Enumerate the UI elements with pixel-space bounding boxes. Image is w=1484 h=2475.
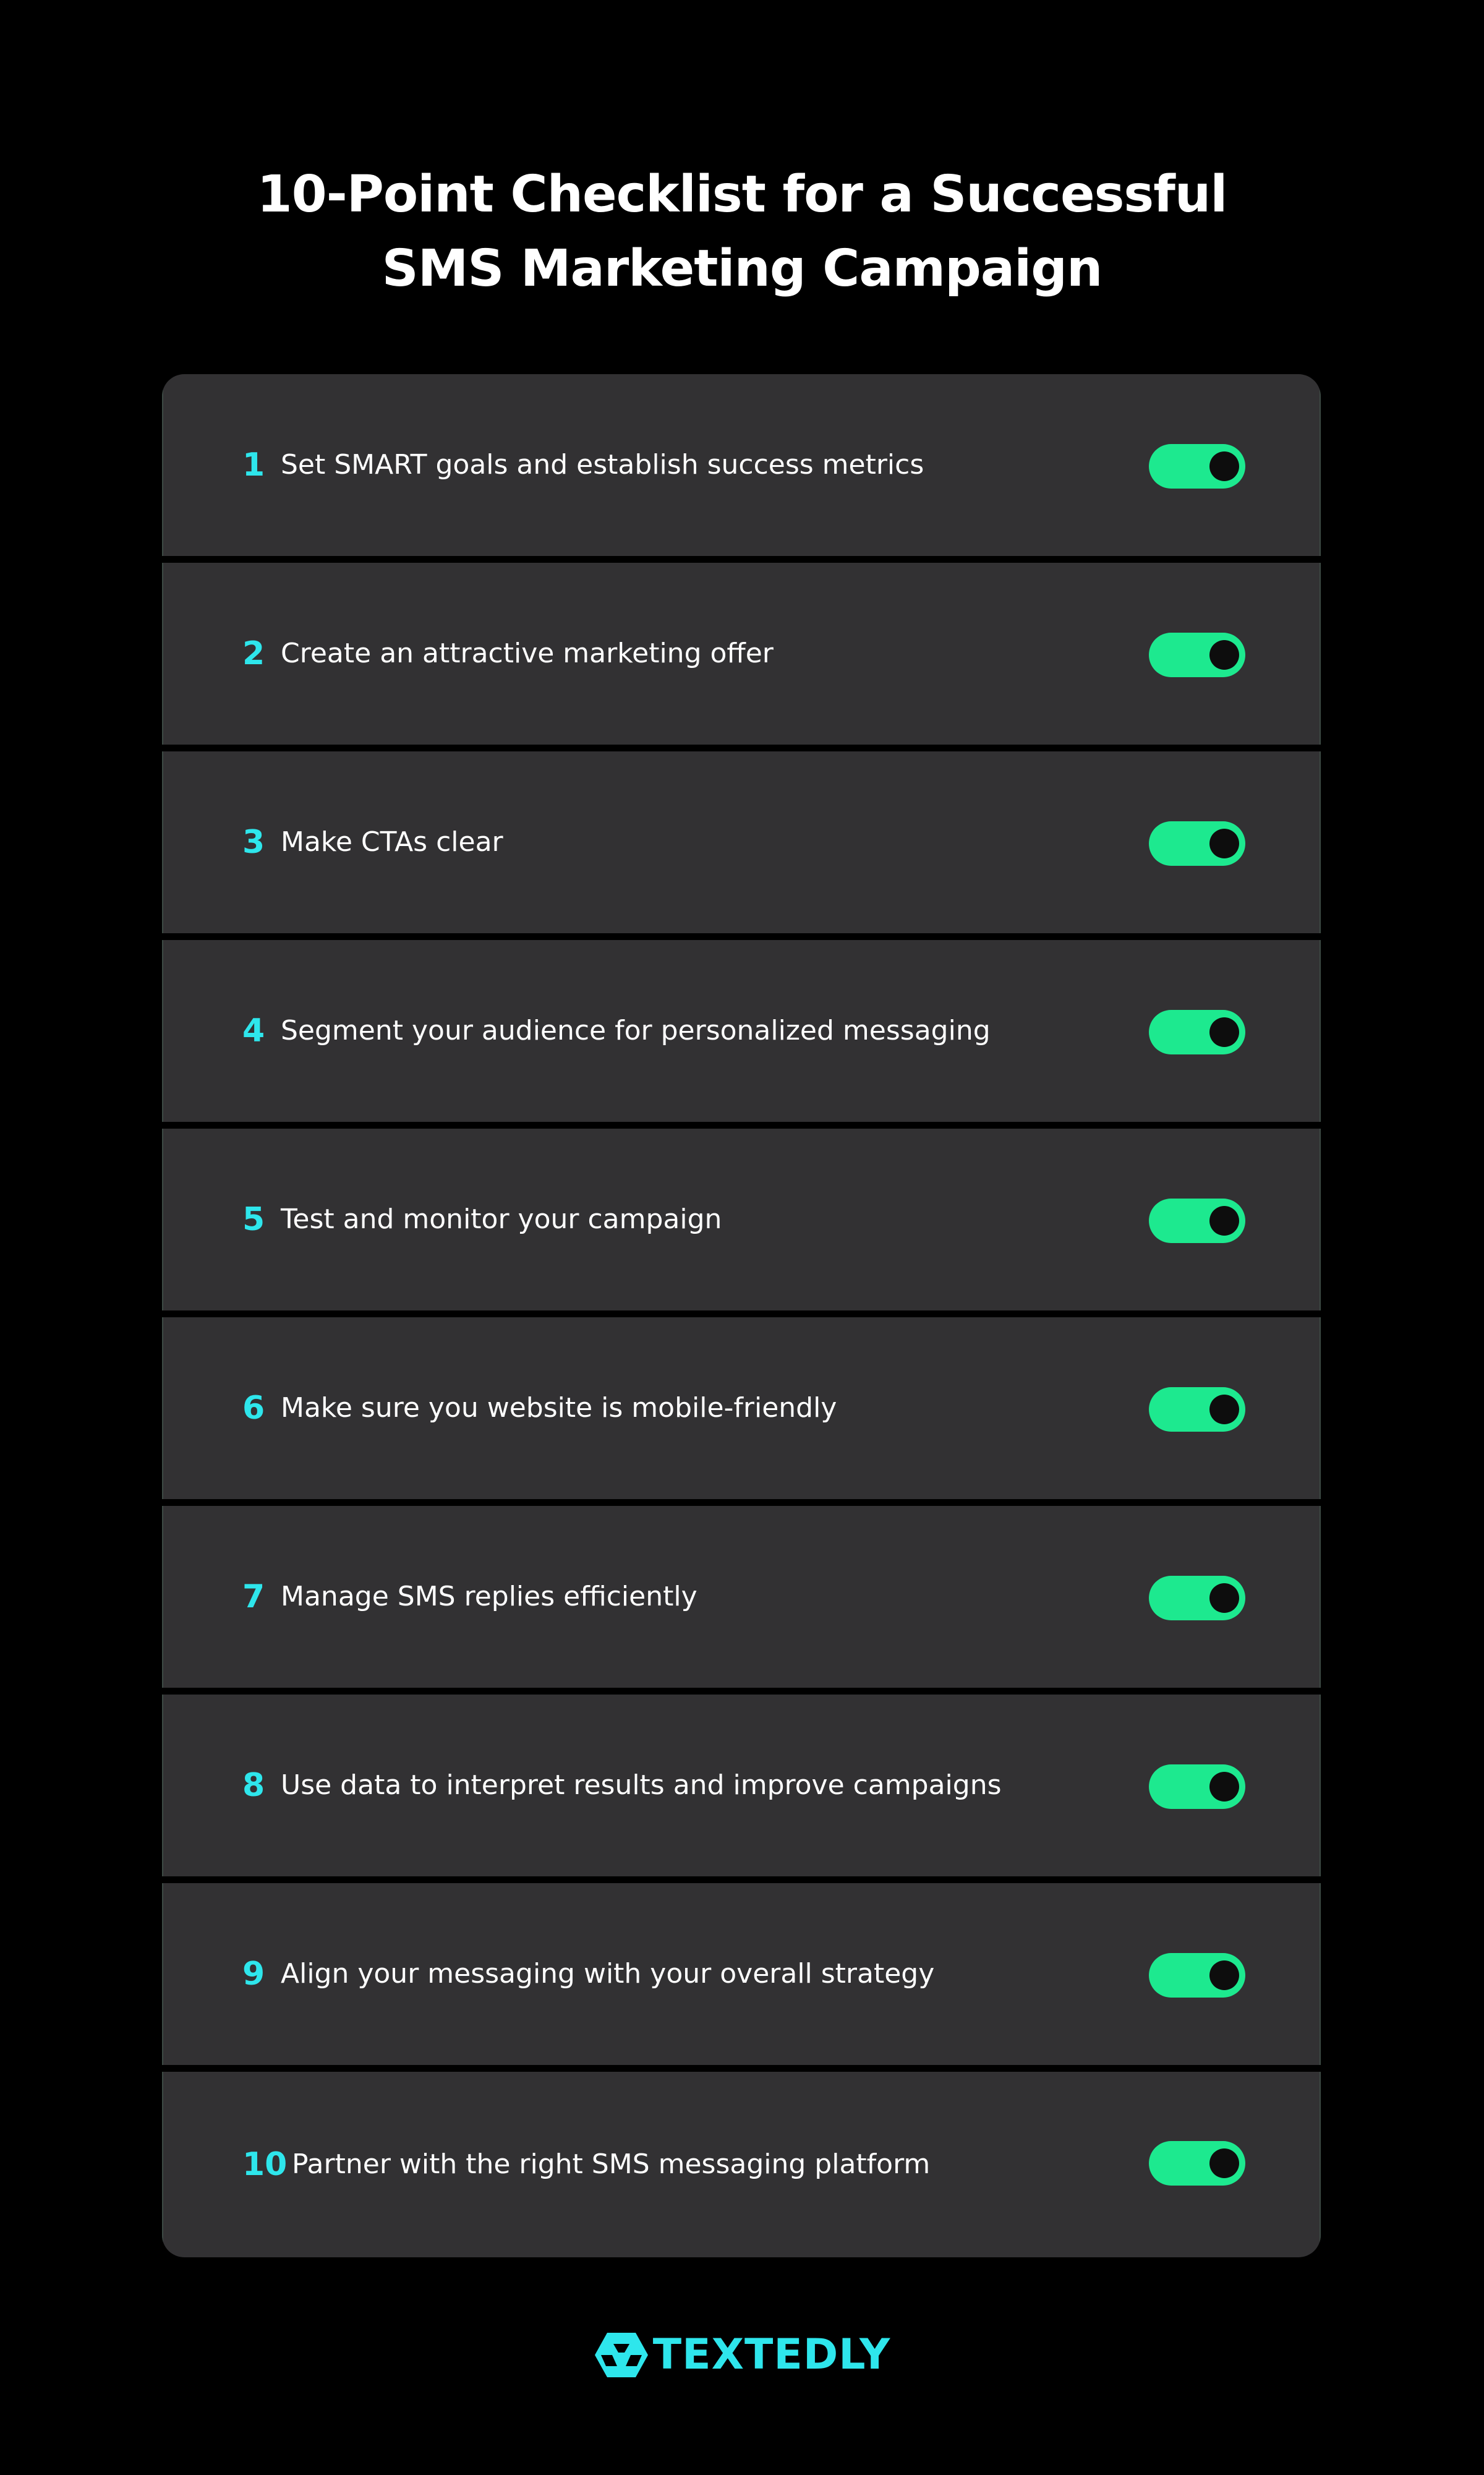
- item-label: Make CTAs clear: [281, 826, 503, 858]
- toggle-knob: [1209, 1395, 1239, 1424]
- toggle-knob: [1209, 1206, 1239, 1236]
- toggle-knob: [1209, 451, 1239, 481]
- toggle-switch[interactable]: [1149, 633, 1245, 677]
- checklist-item-1: [162, 374, 1321, 556]
- item-number: 1: [242, 447, 265, 484]
- textedly-logo-icon: [594, 2332, 649, 2379]
- item-number: 10: [242, 2146, 288, 2183]
- toggle-switch[interactable]: [1149, 1764, 1245, 1809]
- item-number: 5: [242, 1201, 265, 1238]
- item-number: 4: [242, 1012, 265, 1049]
- toggle-switch[interactable]: [1149, 821, 1245, 866]
- checklist-item-2: [162, 563, 1321, 745]
- toggle-knob: [1209, 1017, 1239, 1047]
- toggle-switch[interactable]: [1149, 1576, 1245, 1620]
- checklist-item-10: [162, 2072, 1321, 2257]
- page-title-line-2: SMS Marketing Campaign: [382, 239, 1102, 298]
- toggle-switch[interactable]: [1149, 1953, 1245, 1998]
- item-label: Set SMART goals and establish success metrics: [281, 449, 924, 481]
- page-title: [0, 158, 1484, 306]
- item-label: Use data to interpret results and improve campaigns: [281, 1769, 1002, 1801]
- checklist-item-9: [162, 1883, 1321, 2065]
- item-number: 3: [242, 824, 265, 861]
- toggle-switch[interactable]: [1149, 1010, 1245, 1054]
- brand-logo: [0, 2330, 1484, 2380]
- logo-text: TEXTEDLY: [652, 2330, 891, 2379]
- checklist-item-5: [162, 1129, 1321, 1310]
- toggle-knob: [1209, 829, 1239, 858]
- item-label: Align your messaging with your overall strategy: [281, 1958, 935, 1990]
- page-title-line-1: 10-Point Checklist for a Successful: [257, 165, 1227, 224]
- toggle-knob: [1209, 1960, 1239, 1990]
- item-number: 9: [242, 1956, 265, 1993]
- checklist-item-4: [162, 940, 1321, 1122]
- checklist: [162, 374, 1321, 2257]
- item-label: Partner with the right SMS messaging platform: [292, 2148, 931, 2180]
- checklist-item-7: [162, 1506, 1321, 1688]
- item-label: Make sure you website is mobile-friendly: [281, 1392, 837, 1424]
- toggle-knob: [1209, 640, 1239, 670]
- toggle-knob: [1209, 2148, 1239, 2178]
- toggle-switch[interactable]: [1149, 1199, 1245, 1243]
- item-number: 2: [242, 635, 265, 672]
- item-label: Test and monitor your campaign: [281, 1203, 722, 1235]
- item-label: Segment your audience for personalized messaging: [281, 1015, 991, 1046]
- checklist-item-3: [162, 751, 1321, 933]
- item-number: 8: [242, 1767, 265, 1804]
- item-number: 6: [242, 1390, 265, 1427]
- toggle-switch[interactable]: [1149, 2141, 1245, 2186]
- item-number: 7: [242, 1578, 265, 1615]
- toggle-switch[interactable]: [1149, 444, 1245, 489]
- toggle-knob: [1209, 1583, 1239, 1613]
- checklist-item-8: [162, 1695, 1321, 1876]
- toggle-switch[interactable]: [1149, 1387, 1245, 1432]
- item-label: Manage SMS replies efficiently: [281, 1581, 697, 1612]
- checklist-item-6: [162, 1317, 1321, 1499]
- toggle-knob: [1209, 1772, 1239, 1802]
- item-label: Create an attractive marketing offer: [281, 638, 774, 669]
